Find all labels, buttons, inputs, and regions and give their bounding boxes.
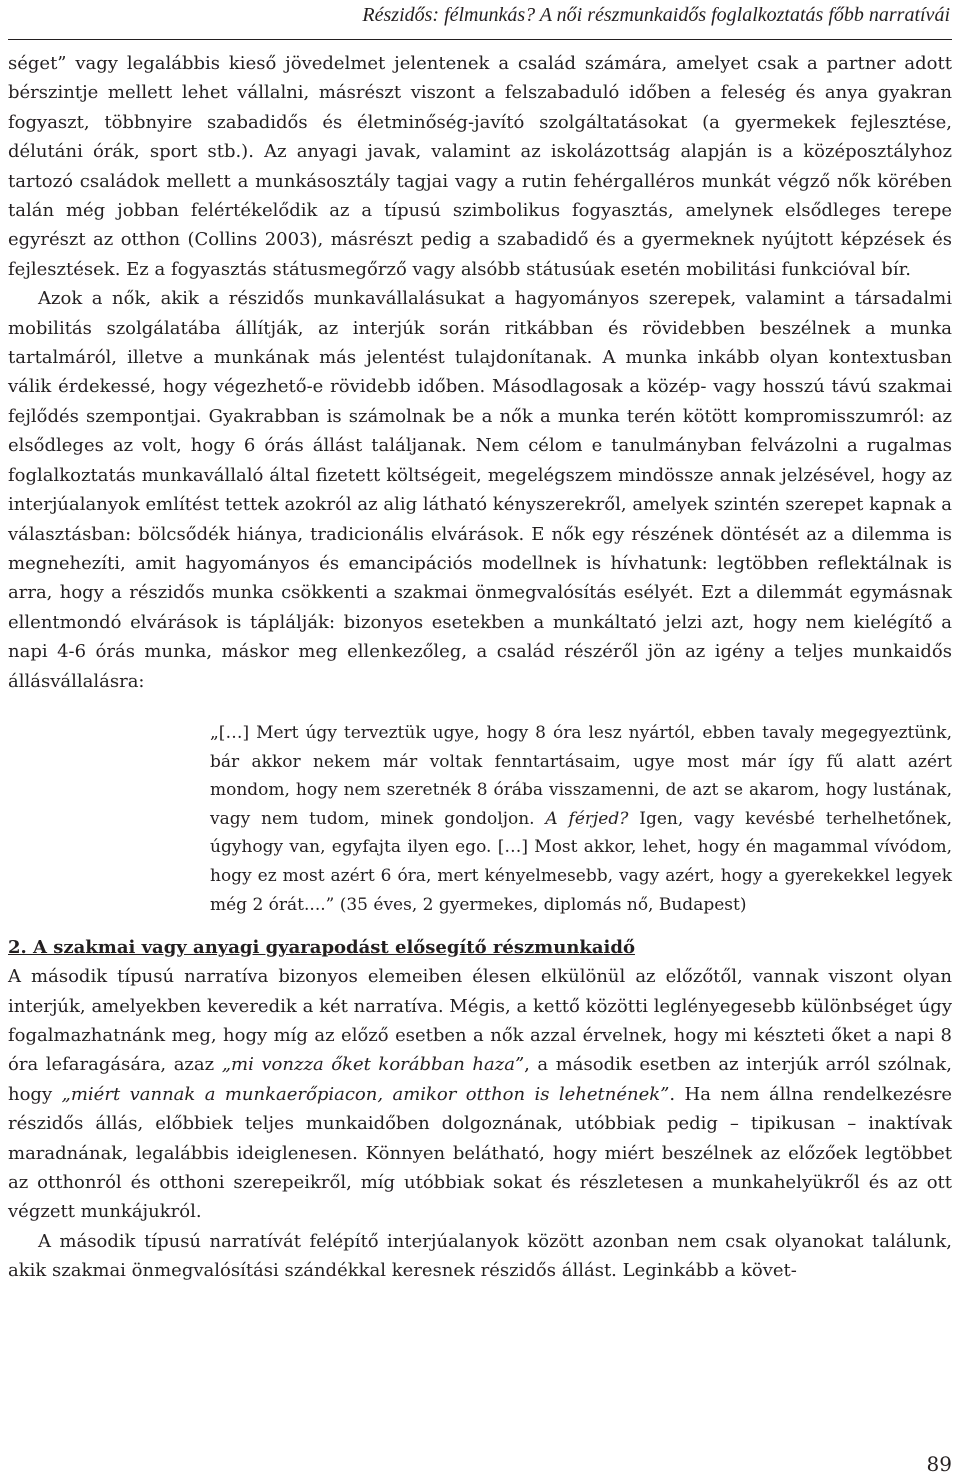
- paragraph-3-part-1: A második típusú narratíva bizonyos elemeiben élesen elkülönül az előzőtől, vannak viszont olyan interjúk, amelyekben keveredik a két narratíva. Mégis, a kettő közötti leglényegesebb különbséget úgy fogalmazhatnánk meg, hogy míg az előző esetben a nők azzal érvelnek, hogy mi készteti őket a napi 8 óra lefaragására, azaz: [8, 966, 952, 1076]
- page-number: 89: [926, 1452, 952, 1476]
- quote-italic: A férjed?: [545, 808, 629, 829]
- paragraph-3: [8, 962, 952, 1227]
- quote-part-2: Igen, vagy kevésbé terhelhetőnek, úgyhogy van, egyfajta ilyen ego. […] Most akkor, lehet, hogy én magammal vívódom, hogy ez most azért 6 óra, mert kényelmesebb, vagy azért, hogy a gyerekekkel legyek még 2 órát....” (35 éves, 2 gyermekes, diplomás nő, Budapest): [210, 808, 952, 915]
- quote-part-1: „[…] Mert úgy terveztük ugye, hogy 8 óra lesz nyártól, ebben tavaly megegyeztünk, bár akkor nekem már voltak fenntartásaim, ugye most már így fű alatt azért mondom, hogy nem szeretnék 8 órába visszamenni, de azt se akarom, hogy lustának, vagy nem tudom, minek gondoljon.: [210, 722, 952, 829]
- paragraph-2: Azok a nők, akik a részidős munkavállalásukat a hagyományos szerepek, valamint a társadalmi mobilitás szolgálatába állítják, az interjúk során ritkábban és rövidebben beszélnek a munka tartalmáról, illetve a munkának más jelentést tulajdonítanak. A munka inkább olyan kontextusban válik érdekessé, hogy végezhető-e rövidebb időben. Másodlagosak a közép- vagy hosszú távú szakmai fejlődés szempontjai. Gyakrabban is számolnak be a nők a munka terén kötött kompromisszumról: az elsődleges az volt, hogy 6 órás állást találjanak. Nem célom e tanulmányban felvázolni a rugalmas foglalkoztatás munkavállaló által fizetett költségeit, megelégszem mindössze annak jelzésével, hogy az interjúalanyok említést tettek azokról az alig látható kényszerekről, amelyek szintén szerepet kapnak a választásban: bölcsődék hiánya, tradicionális elvárások. E nők egy részének döntését az a dilemma is megnehezíti, amit hagyományos és emancipációs modellnek is hívhatunk: legtöbben reflektálnak is arra, hogy a részidős munka csökkenti a szakmai önmegvalósítás esélyét. Ezt a dilemmát egymásnak ellentmondó elvárások is táplálják: bizonyos esetekben a munkáltató jelzi azt, hogy nem kielégítő a napi 4-6 órás munka, máskor meg ellenkezőleg, a család részéről jön az igény a teljes munkaidős állásvállalásra:: [8, 288, 952, 692]
- paragraph-3-italic-2: „miért vannak a munkaerőpiacon, amikor otthon is lehetnének”: [61, 1083, 670, 1105]
- paragraph-3-part-3: . Ha nem állna rendelkezésre részidős állás, előbbiek teljes munkaidőben dolgoznának, utóbbiak pedig – tipikusan – inaktívak maradnának, legalábbis ideiglenesen. Könnyen belátható, hogy miért beszélnek az előzőek legtöbbet az otthonról és otthoni szerepeikről, míg utóbbiak sokat és részletesen a munkahelyükről és az ott végzett munkájukról.: [8, 1083, 952, 1223]
- paragraph-4: A második típusú narratívát felépítő interjúalanyok között azonban nem csak olyanokat találunk, akik szakmai önmegvalósítási szándékkal keresnek részidős állást. Leginkább a követ-: [8, 1230, 952, 1282]
- paragraph-1-rest: Az anyagi javak, valamint az iskolázottság alapján is a középosztályhoz tartozó családok mellett a munkásosztály tagjai vagy a rutin fehérgalléros munkát végző nők körében talán még jobban felértékelődik az a típusú szimbolikus fogyasztás, amelynek elsődleges terepe egyrészt az otthon (Collins 2003), másrészt pedig a szabadidő és a gyermeknek nyújtott képzések és fejlesztések. Ez a fogyasztás státusmegőrző vagy alsóbb státusúak esetén mobilitási funkcióval bír.: [8, 141, 952, 280]
- running-head: Részidős: félmunkás? A női részmunkaidős foglalkoztatás főbb narratívái: [362, 4, 950, 26]
- paragraph-1-italic-start: séget” vagy legalábbis kieső jövedelmet jelentenek a család számára, amelyet csak a partner adott bérszintje mellett lehet vállalni, másrészt viszont a felszabaduló időben a feleség és anya gyakran fogyaszt, többnyire szabadidős és életminőség-javító szolgáltatásokat (a gyermekek fejlesztése, délutáni órák, sport stb.).: [8, 53, 952, 163]
- paragraph-1: [8, 49, 952, 284]
- header-rule: [8, 39, 952, 40]
- paragraph-3-italic-1: „mi vonzza őket korábban haza”: [221, 1054, 525, 1076]
- section-heading: 2. A szakmai vagy anyagi gyarapodást elősegítő részmunkaidő: [8, 937, 635, 959]
- page-body: [8, 49, 952, 1286]
- paragraph-3-part-2: , a második esetben az interjúk arról szólnak, hogy: [8, 1054, 952, 1105]
- block-quote: [210, 719, 952, 919]
